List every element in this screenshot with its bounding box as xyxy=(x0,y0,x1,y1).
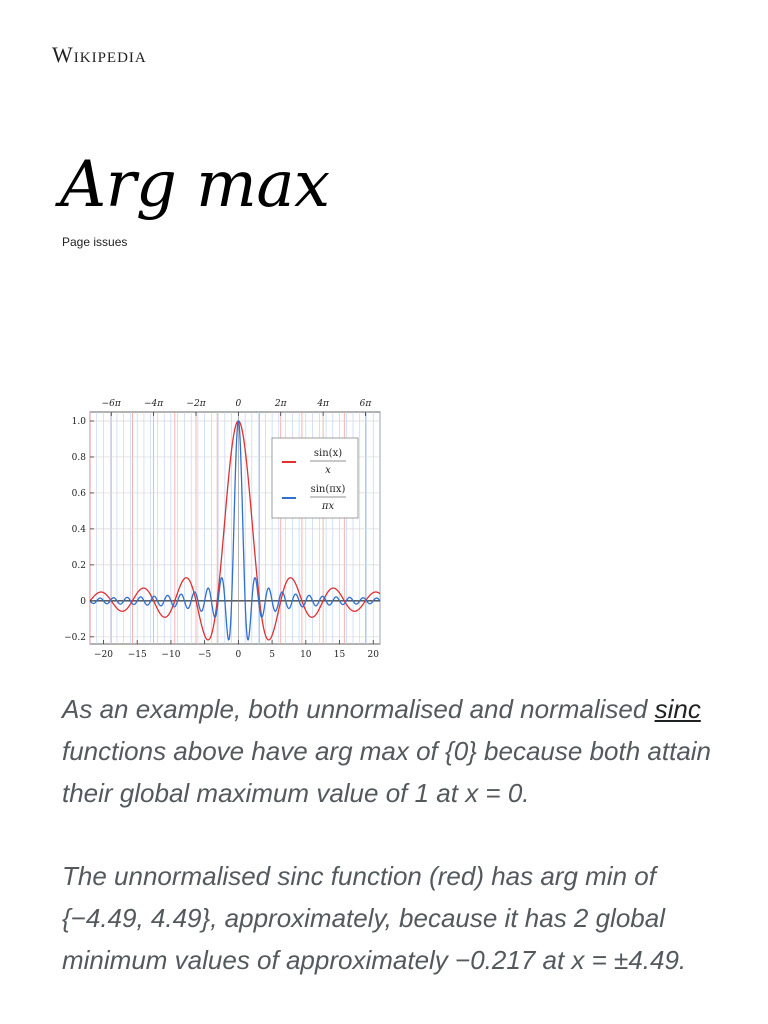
y-tick-label: 0.8 xyxy=(71,452,86,463)
page-title: Arg max xyxy=(60,148,330,222)
x-tick-label-bottom: 5 xyxy=(269,650,275,660)
x-tick-label-top: −2π xyxy=(186,399,206,409)
sinc-link[interactable]: sinc xyxy=(654,694,701,724)
legend-label-numerator: sin(πx) xyxy=(310,484,346,495)
y-tick-label: 0.2 xyxy=(71,560,86,571)
legend-label-numerator: sin(x) xyxy=(313,448,343,459)
wikipedia-wordmark[interactable]: Wikipedia xyxy=(52,42,147,67)
x-tick-label-top: 2π xyxy=(274,399,287,409)
figure-caption xyxy=(62,688,722,814)
legend-label-denominator: x xyxy=(325,465,331,476)
y-tick-label: 1.0 xyxy=(71,416,86,427)
x-tick-label-top: −4π xyxy=(144,399,164,409)
x-tick-label-bottom: −10 xyxy=(161,650,181,660)
x-tick-label-bottom: 0 xyxy=(235,650,242,660)
x-tick-label-bottom: 10 xyxy=(300,650,312,660)
sinc-chart xyxy=(56,392,386,674)
x-tick-label-top: −6π xyxy=(101,399,121,409)
y-tick-label: 0.6 xyxy=(71,488,86,499)
x-tick-label-bottom: 15 xyxy=(333,650,346,660)
x-tick-label-top: 4π xyxy=(317,399,329,409)
argmin-paragraph: The unnormalised sinc function (red) has arg min of {−4.49, 4.49}, approximately, because it has 2 global minimum values of approximately −0.217 at x = ±4.49. xyxy=(62,861,687,975)
y-tick-label: 0 xyxy=(80,596,86,607)
legend-label-denominator: πx xyxy=(321,501,335,512)
caption-text-before: As an example, both unnormalised and normalised xyxy=(62,694,655,724)
x-tick-label-bottom: −5 xyxy=(198,650,212,660)
y-tick-label: −0.2 xyxy=(64,632,86,643)
sinc-chart-figure[interactable] xyxy=(56,392,386,674)
x-tick-label-bottom: −20 xyxy=(93,650,113,660)
x-tick-label-top: 6π xyxy=(359,399,372,409)
page-issues-link[interactable]: Page issues xyxy=(62,235,128,249)
x-tick-label-bottom: 20 xyxy=(367,650,379,660)
x-tick-label-bottom: −15 xyxy=(127,650,147,660)
caption-text-after: functions above have arg max of {0} because both attain their global maximum value of 1 at x = 0. xyxy=(62,736,712,808)
x-tick-label-top: 0 xyxy=(235,399,242,409)
y-tick-label: 0.4 xyxy=(71,524,86,535)
